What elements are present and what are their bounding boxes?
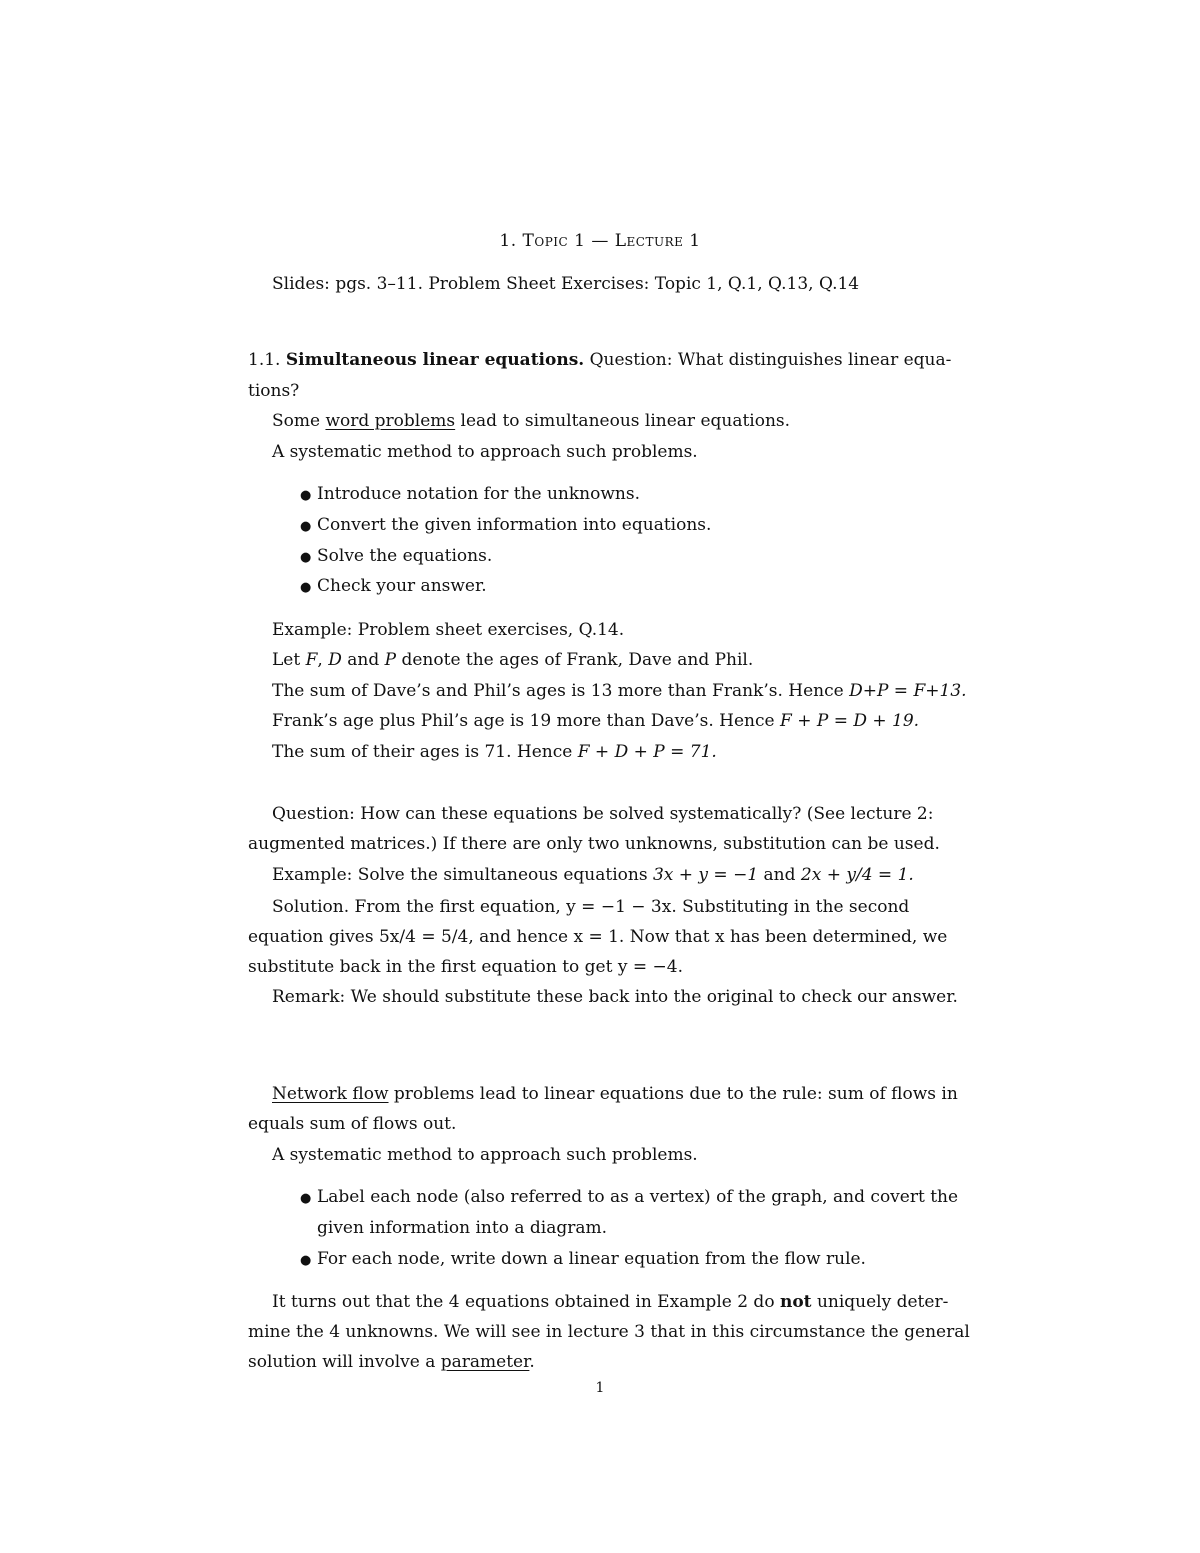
intro-text-b: lead to simultaneous linear equations. xyxy=(460,411,791,431)
bullet-icon: ● xyxy=(300,519,312,534)
let-text: Let xyxy=(272,650,301,670)
var-d: D xyxy=(328,650,342,670)
term-network-flow: Network flow xyxy=(272,1084,389,1104)
list-item: Introduce notation for the unknowns. xyxy=(317,484,640,504)
lecture-title: 1. Topic 1 — Lecture 1 xyxy=(499,231,701,251)
list-item: Label each node (also referred to as a vertex) of the graph, and covert the xyxy=(317,1187,959,1207)
page-number: 1 xyxy=(595,1380,605,1396)
closing-not: not xyxy=(779,1292,812,1312)
list-item: Solve the equations. xyxy=(317,546,493,566)
sum2-text: Frank’s age plus Phil’s age is 19 more than Dave’s. Hence xyxy=(272,711,775,731)
list-item: Check your answer. xyxy=(317,576,487,596)
sum3-text: The sum of their ages is 71. Hence xyxy=(272,742,573,762)
section-heading-line xyxy=(248,348,951,372)
bullet-icon: ● xyxy=(300,488,312,503)
variable-definition xyxy=(272,648,753,672)
network-flow-line-2: equals sum of flows out. xyxy=(248,1114,457,1134)
term-word-problems: word problems xyxy=(325,411,456,431)
list-item: Convert the given information into equations. xyxy=(317,515,712,535)
closing-text-a: It turns out that the 4 equations obtained in Example 2 do xyxy=(272,1292,775,1312)
list-item-continuation: given information into a diagram. xyxy=(317,1218,608,1238)
remark-line: Remark: We should substitute these back into the original to check our answer. xyxy=(272,987,958,1007)
and-text: and xyxy=(347,650,380,670)
closing-line-1 xyxy=(272,1290,948,1314)
example-equation-2: 2x + y/4 = 1. xyxy=(800,865,914,885)
closing-text-c: solution will involve a xyxy=(248,1352,436,1372)
equation-line-1 xyxy=(272,679,967,703)
sum1-equation: D+P = F+13. xyxy=(849,681,967,701)
equation-line-3 xyxy=(272,740,717,764)
example-title: Example: Problem sheet exercises, Q.14. xyxy=(272,620,625,640)
intro-text-a: Some xyxy=(272,411,321,431)
example-equation-1: 3x + y = −1 xyxy=(652,865,759,885)
var-p: P xyxy=(384,650,397,670)
example-and: and xyxy=(763,865,796,885)
section-title: Simultaneous linear equations. xyxy=(285,350,585,370)
solution-line-3: substitute back in the first equation to get y = −4. xyxy=(248,957,683,977)
sum3-equation: F + D + P = 71. xyxy=(577,742,717,762)
example-solve-line xyxy=(272,863,914,887)
slides-reference: Slides: pgs. 3–11. Problem Sheet Exercises: Topic 1, Q.1, Q.13, Q.14 xyxy=(272,274,860,294)
term-parameter: parameter xyxy=(440,1352,530,1372)
bullet-icon: ● xyxy=(300,1253,312,1268)
example-text: Example: Solve the simultaneous equations xyxy=(272,865,648,885)
solution-line-1: Solution. From the first equation, y = −1 − 3x. Substituting in the second xyxy=(272,897,910,917)
question-line-1: Question: How can these equations be solved systematically? (See lecture 2: xyxy=(272,804,934,824)
var-f: F xyxy=(305,650,318,670)
closing-period: . xyxy=(529,1352,535,1372)
closing-line-2: mine the 4 unknowns. We will see in lecture 3 that in this circumstance the general xyxy=(248,1322,970,1342)
sum2-equation: F + P = D + 19. xyxy=(780,711,920,731)
closing-text-b: uniquely deter- xyxy=(816,1292,949,1312)
let-rest-text: denote the ages of Frank, Dave and Phil. xyxy=(401,650,754,670)
solution-line-2: equation gives 5x/4 = 5/4, and hence x = 1. Now that x has been determined, we xyxy=(248,927,948,947)
bullet-icon: ● xyxy=(300,580,312,595)
network-flow-line-1 xyxy=(272,1082,958,1106)
equation-line-2 xyxy=(272,709,919,733)
method-line: A systematic method to approach such problems. xyxy=(272,442,698,462)
bullet-icon: ● xyxy=(300,550,312,565)
network-text: problems lead to linear equations due to the rule: sum of flows in xyxy=(393,1084,958,1104)
question-line-2: augmented matrices.) If there are only two unknowns, substitution can be used. xyxy=(248,834,940,854)
word-problems-intro xyxy=(272,409,790,433)
bullet-icon: ● xyxy=(300,1191,312,1206)
list-item: For each node, write down a linear equation from the flow rule. xyxy=(317,1249,866,1269)
section-number: 1.1. xyxy=(248,350,281,370)
section-question: Question: What distinguishes linear equa- xyxy=(589,350,952,370)
closing-line-3 xyxy=(248,1350,535,1374)
comma: , xyxy=(317,650,323,670)
network-method-line: A systematic method to approach such problems. xyxy=(272,1145,698,1165)
sum1-text: The sum of Dave’s and Phil’s ages is 13 more than Frank’s. Hence xyxy=(272,681,844,701)
section-question-end: tions? xyxy=(248,381,300,401)
